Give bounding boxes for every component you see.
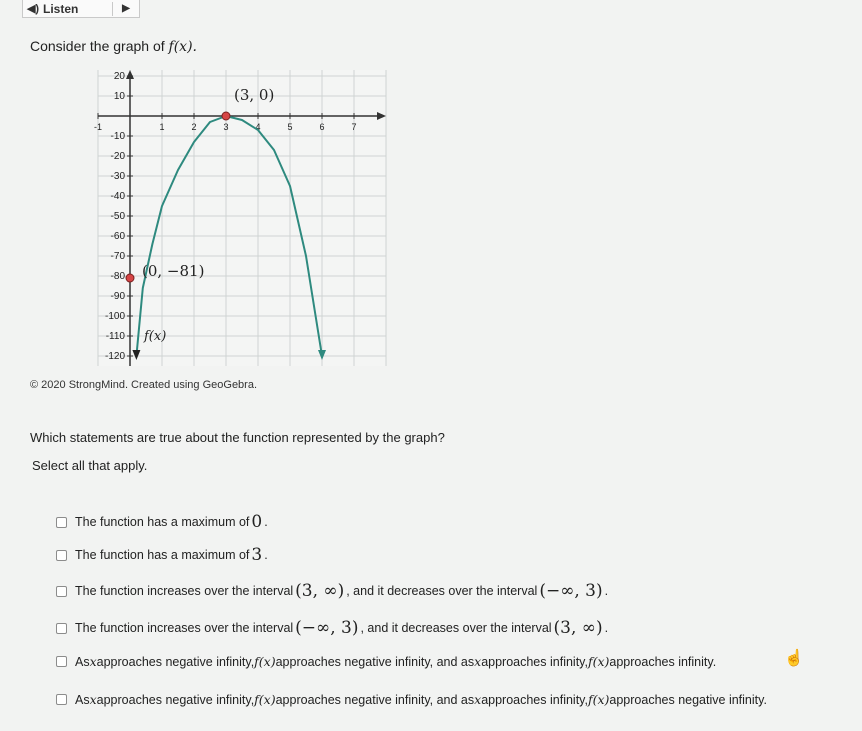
listen-label: Listen [43,1,79,16]
option-checkbox[interactable] [56,550,67,561]
highlighted-point [126,274,134,282]
y-tick-label: -10 [110,131,125,142]
y-tick-label: -60 [110,231,125,242]
x-tick-label: 6 [319,122,325,132]
highlighted-point [222,112,230,120]
y-tick-label: -110 [105,331,125,342]
y-tick-label: -90 [110,291,125,302]
y-tick-label: -50 [110,211,125,222]
graph-credit: © 2020 StrongMind. Created using GeoGebra. [30,379,258,391]
x-tick-label: 4 [255,122,261,132]
y-tick-label: -40 [110,191,125,202]
x-tick-label: 3 [223,122,229,132]
y-tick-label: -70 [110,251,125,262]
x-tick-label: -1 [93,122,103,132]
prompt-text: Consider the graph of [30,38,165,54]
question-prompt [30,38,197,55]
y-tick-label: 10 [113,91,125,102]
option-5[interactable]: As x approaches negative infinity, f(x) approaches negative infinity, and as x approaches infinity, f(x) approaches infinity. [56,654,716,669]
option-checkbox[interactable] [56,694,67,705]
question-text: Which statements are true about the function represented by the graph? [30,430,445,445]
function-graph [93,70,386,366]
hand-cursor-icon: ☝ [784,650,804,667]
instruction-text: Select all that apply. [32,458,148,473]
option-checkbox[interactable] [56,656,67,667]
y-tick-label: -80 [110,271,125,282]
prompt-math: f(x). [168,39,197,55]
point-label: (0, −81) [142,262,205,280]
y-tick-label: -30 [110,171,125,182]
y-tick-label: 20 [113,71,125,82]
x-tick-label: 7 [351,122,357,132]
function-label: f(x) [144,329,167,344]
option-4[interactable]: The function increases over the interval (−∞, 3) , and it decreases over the interval (3, ∞) . [56,618,608,638]
y-tick-label: -100 [104,311,125,322]
y-tick-label: -20 [110,151,125,162]
option-checkbox[interactable] [56,586,67,597]
option-checkbox[interactable] [56,623,67,634]
listen-button[interactable] [22,0,140,18]
speaker-icon: ◀) [26,3,40,15]
x-tick-label: 2 [191,122,197,132]
option-6[interactable]: As x approaches negative infinity, f(x) approaches negative infinity, and as x approaches infinity, f(x) approaches negative infinity. [56,692,767,707]
option-1[interactable]: The function has a maximum of 0 . [56,512,268,532]
option-2[interactable]: The function has a maximum of 3 . [56,545,268,565]
graph-background [98,70,386,366]
y-tick-label: -120 [104,351,125,362]
x-tick-label: 1 [159,122,165,132]
option-3[interactable]: The function increases over the interval (3, ∞) , and it decreases over the interval (−∞, 3) . [56,581,608,601]
point-label: (3, 0) [234,86,275,104]
option-checkbox[interactable] [56,517,67,528]
x-tick-label: 5 [287,122,293,132]
play-icon[interactable]: ▶ [122,3,130,14]
